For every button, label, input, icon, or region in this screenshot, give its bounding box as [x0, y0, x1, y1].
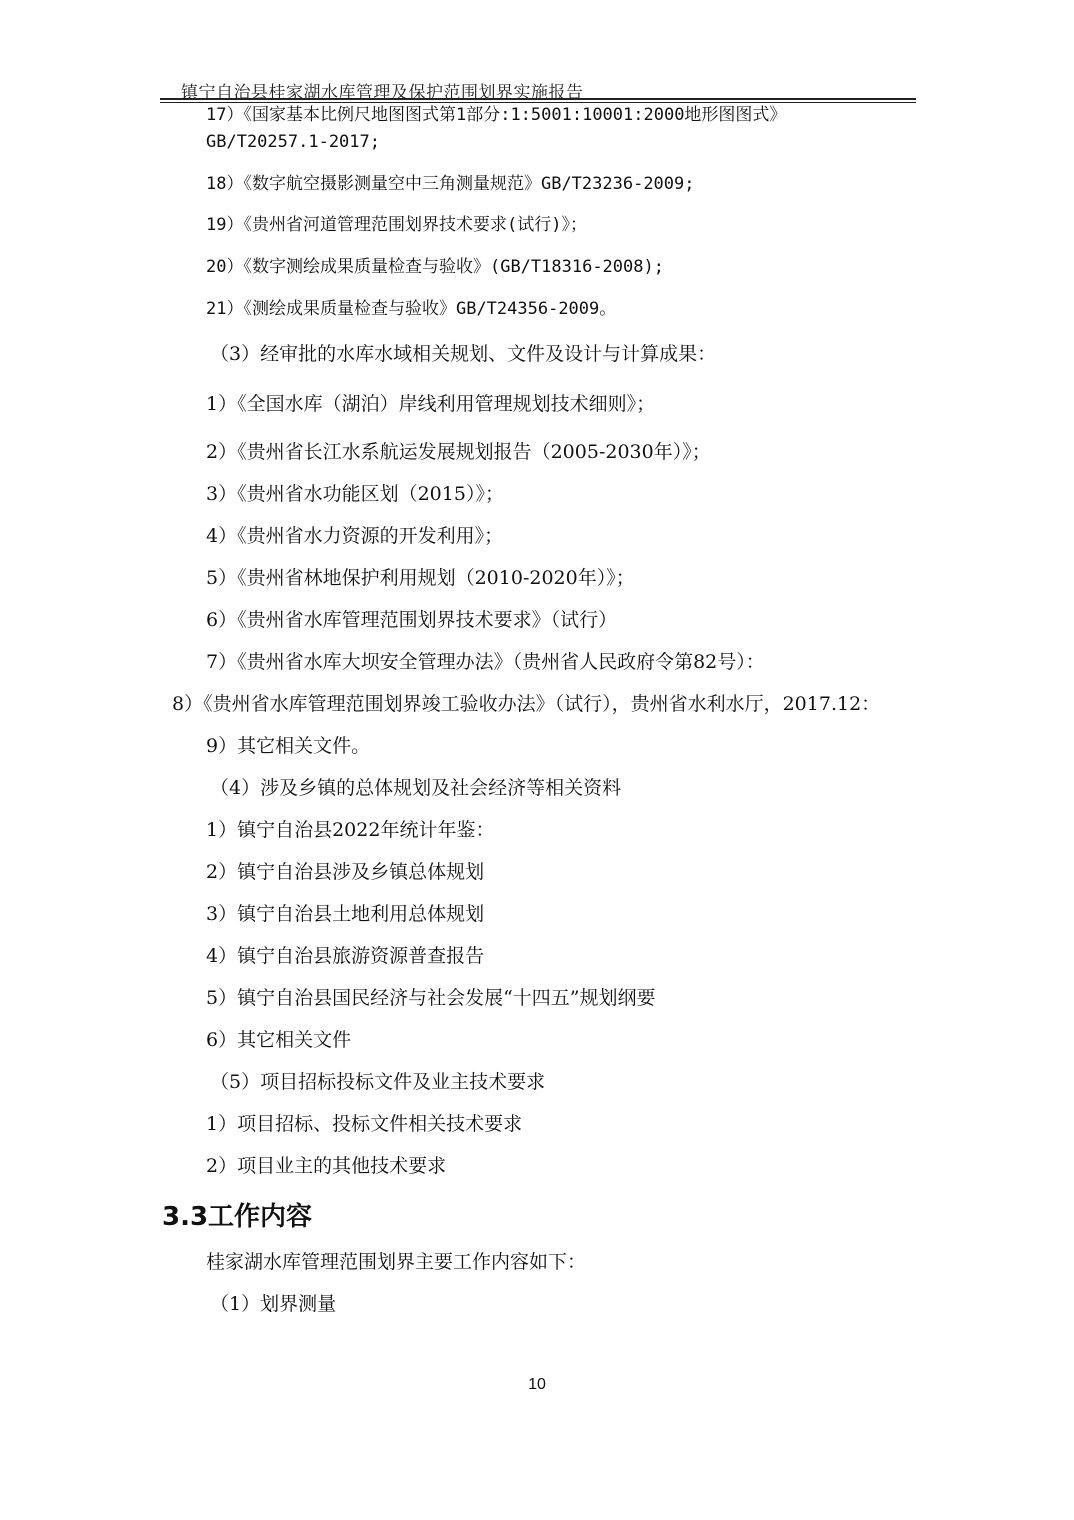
ref-line: 3）镇宁自治县土地利用总体规划: [206, 903, 485, 925]
ref-line: 17）《国家基本比例尺地图图式第1部分:1:5001:10001:2000地形图图式》: [206, 105, 787, 125]
subsection-title: （1）划界测量: [210, 1293, 337, 1315]
ref-line: 6）《贵州省水库管理范围划界技术要求》（试行）: [206, 609, 618, 631]
ref-line: 19）《贵州省河道管理范围划界技术要求(试行)》；: [206, 215, 587, 235]
ref-line: 2）镇宁自治县涉及乡镇总体规划: [206, 861, 485, 883]
page-header: 镇宁自治县桂家湖水库管理及保护范围划界实施报告: [181, 83, 584, 103]
ref-line: 8）《贵州省水库管理范围划界竣工验收办法》（试行），贵州省水利水厅，2017.12：: [172, 693, 881, 715]
ref-line: 7）《贵州省水库大坝安全管理办法》（贵州省人民政府令第82号）：: [206, 651, 765, 673]
ref-line: 5）镇宁自治县国民经济与社会发展“十四五”规划纲要: [206, 987, 656, 1009]
ref-line: 1）《全国水库（湖泊）岸线利用管理规划技术细则》；: [206, 393, 656, 415]
ref-line: 2）《贵州省长江水系航运发展规划报告（2005-2030年）》；: [206, 441, 711, 463]
ref-line: 20）《数字测绘成果质量检查与验收》(GB/T18316-2008);: [206, 257, 664, 277]
ref-line: 6）其它相关文件: [206, 1029, 352, 1051]
ref-line: 4）镇宁自治县旅游资源普查报告: [206, 945, 485, 967]
ref-line: GB/T20257.1-2017;: [206, 132, 380, 152]
ref-line: 1）镇宁自治县2022年统计年鉴：: [206, 819, 495, 841]
ref-line: 21）《测绘成果质量检查与验收》GB/T24356-2009。: [206, 299, 617, 319]
page-number: 10: [528, 1376, 546, 1393]
subsection-title: （4）涉及乡镇的总体规划及社会经济等相关资料: [210, 777, 622, 799]
ref-line: 2）项目业主的其他技术要求: [206, 1155, 447, 1177]
header-rule-thick: [160, 98, 916, 100]
ref-line: 5）《贵州省林地保护利用规划（2010-2020年）》；: [206, 567, 635, 589]
ref-line: 9）其它相关文件。: [206, 735, 371, 757]
ref-line: 3）《贵州省水功能区划（2015）》；: [206, 483, 504, 505]
body-paragraph: 桂家湖水库管理范围划界主要工作内容如下：: [206, 1251, 587, 1273]
subsection-title: （5）项目招标投标文件及业主技术要求: [210, 1071, 546, 1093]
ref-line: 18）《数字航空摄影测量空中三角测量规范》GB/T23236-2009;: [206, 174, 695, 194]
subsection-title: （3）经审批的水库水域相关规划、文件及设计与计算成果：: [210, 343, 717, 365]
ref-line: 4）《贵州省水力资源的开发利用》；: [206, 525, 504, 547]
ref-line: 1）项目招标、投标文件相关技术要求: [206, 1113, 523, 1135]
section-heading: 3.3工作内容: [162, 1202, 313, 1232]
